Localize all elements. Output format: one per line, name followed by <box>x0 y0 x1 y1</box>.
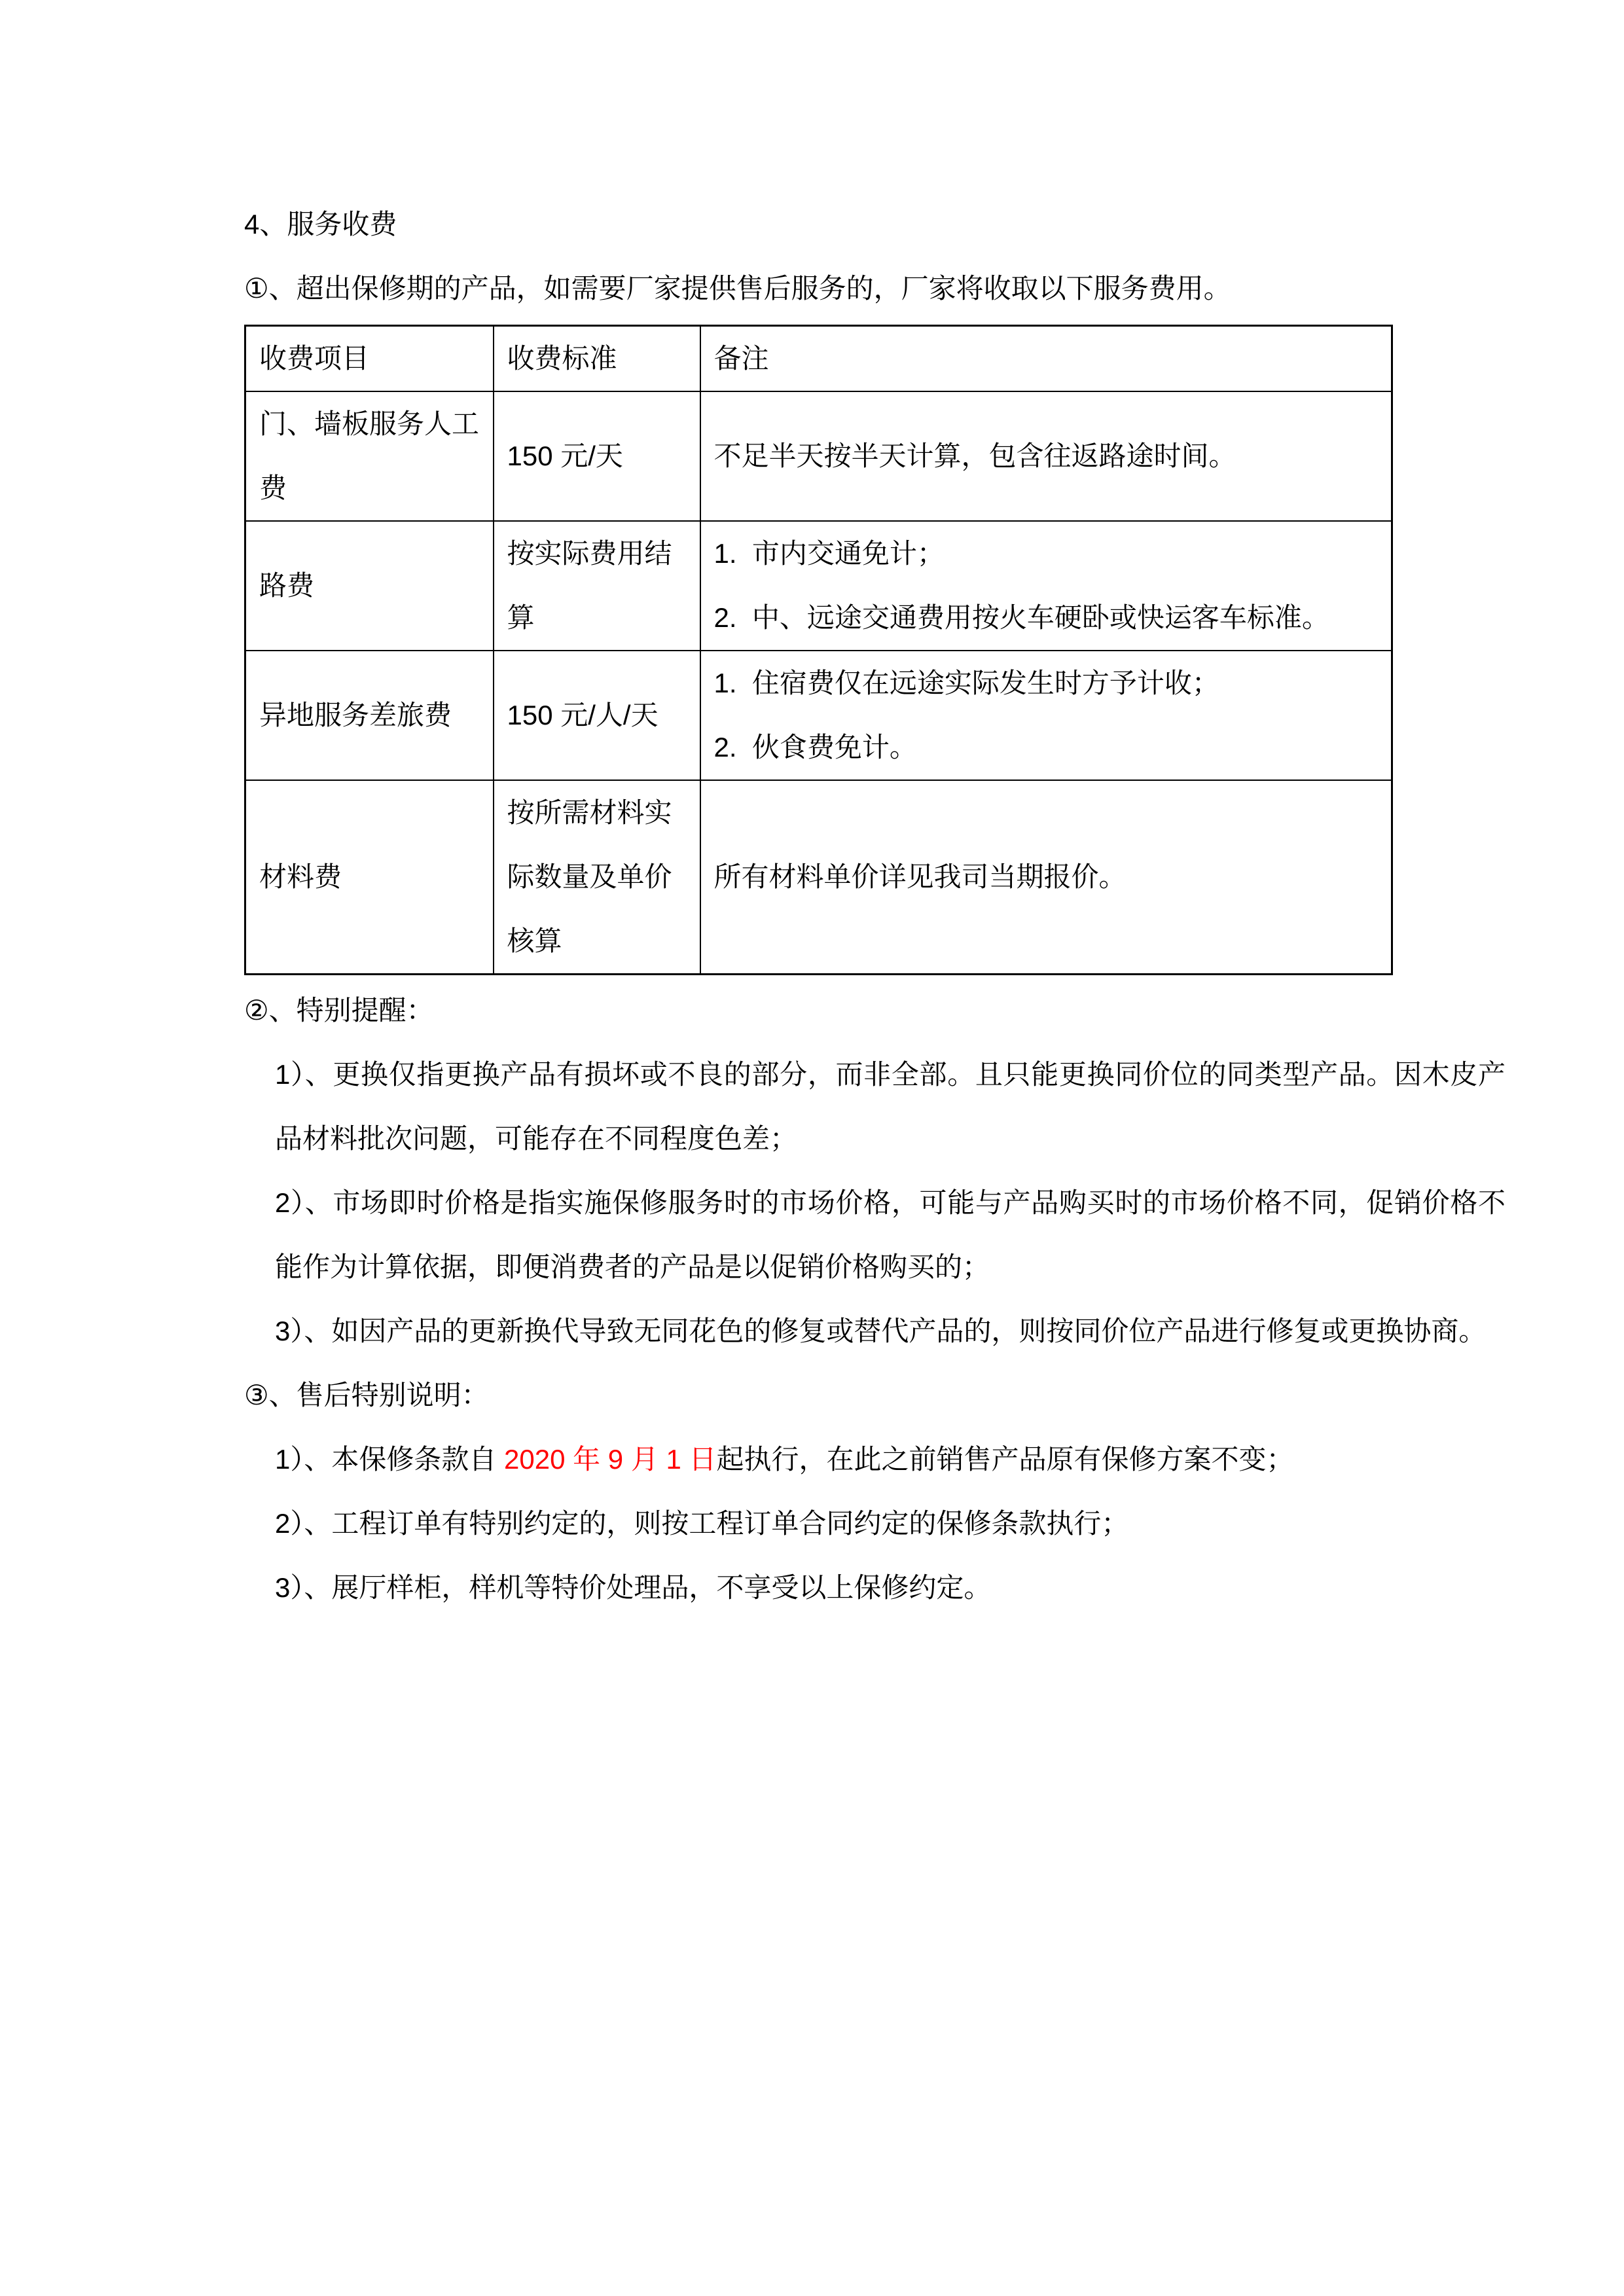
after-sales-item-1-suffix: 起执行，在此之前销售产品原有保修方案不变； <box>716 1444 1294 1475</box>
special-reminder-item: 1）、更换仅指更换产品有损坏或不良的部分，而非全部。且只能更换同价位的同类型产品。因木皮产品材料批次问题，可能存在不同程度色差； <box>275 1059 1506 1154</box>
note-line: 1. 市内交通免计； <box>713 538 945 569</box>
note-line: 所有材料单价详见我司当期报价。 <box>713 861 1127 892</box>
after-sales-item: 2）、工程订单有特别约定的，则按工程订单合同约定的保修条款执行； <box>275 1508 1129 1539</box>
section-title: 4、服务收费 <box>244 209 397 240</box>
fee-table-header-row <box>245 326 1392 392</box>
note-line: 2. 中、远途交通费用按火车硬卧或快运客车标准。 <box>713 602 1329 633</box>
cell-standard: 150 元/天 <box>494 391 700 521</box>
after-sales-item: 3）、展厅样柜，样机等特价处理品，不享受以上保修约定。 <box>275 1572 992 1603</box>
effective-date-highlight: 2020 年 9 月 1 日 <box>504 1444 717 1475</box>
special-reminder-heading: ②、特别提醒： <box>244 995 434 1026</box>
cell-item: 异地服务差旅费 <box>245 651 494 780</box>
table-row-road-fee <box>245 521 1392 651</box>
cell-item: 门、墙板服务人工费 <box>245 391 494 521</box>
special-reminder-item: 3）、如因产品的更新换代导致无同花色的修复或替代产品的，则按同价位产品进行修复或更换协商。 <box>275 1316 1487 1346</box>
cell-notes <box>700 391 1392 521</box>
intro-paragraph: ①、超出保修期的产品，如需要厂家提供售后服务的，厂家将收取以下服务费用。 <box>244 273 1231 304</box>
note-line: 2. 伙食费免计。 <box>713 732 917 762</box>
fee-table <box>244 325 1393 975</box>
cell-notes <box>700 521 1392 651</box>
cell-item: 材料费 <box>245 780 494 975</box>
header-fee-remark: 备注 <box>700 326 1392 392</box>
cell-notes <box>700 780 1392 975</box>
table-row-labor-fee <box>245 391 1392 521</box>
document-content <box>244 192 1506 1620</box>
cell-standard: 150 元/人/天 <box>494 651 700 780</box>
table-row-travel-fee <box>245 651 1392 780</box>
special-reminder-item: 2）、市场即时价格是指实施保修服务时的市场价格，可能与产品购买时的市场价格不同，促销价格不能作为计算依据，即便消费者的产品是以促销价格购买的； <box>275 1187 1506 1282</box>
header-fee-standard: 收费标准 <box>494 326 700 392</box>
note-line: 1. 住宿费仅在远途实际发生时方予计收； <box>713 668 1219 698</box>
cell-standard: 按所需材料实际数量及单价核算 <box>494 780 700 975</box>
note-line: 不足半天按半天计算，包含往返路途时间。 <box>713 440 1236 471</box>
header-fee-item: 收费项目 <box>245 326 494 392</box>
after-sales-item-1-prefix: 1）、本保修条款自 <box>275 1444 505 1475</box>
after-sales-heading: ③、售后特别说明： <box>244 1380 489 1410</box>
cell-notes <box>700 651 1392 780</box>
table-row-material-fee <box>245 780 1392 975</box>
after-sales-item-1 <box>275 1427 1506 1492</box>
cell-standard: 按实际费用结算 <box>494 521 700 651</box>
cell-item: 路费 <box>245 521 494 651</box>
